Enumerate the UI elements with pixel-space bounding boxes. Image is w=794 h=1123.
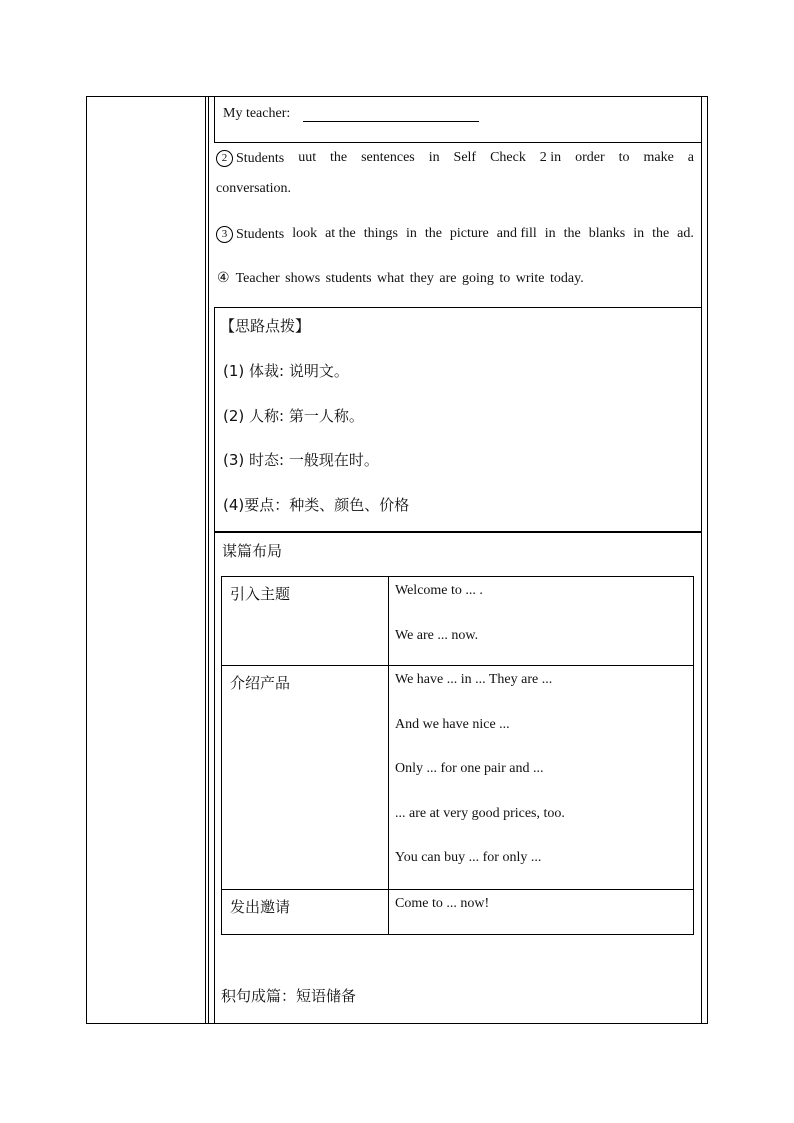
tip-item: (4)要点：种类、颜色、价格: [223, 496, 410, 514]
teacher-box: [214, 96, 702, 143]
tip-item: (2) 人称: 第一人称。: [223, 407, 364, 425]
row-content: [389, 666, 694, 890]
plan-table: [221, 576, 694, 935]
column-divider: [208, 97, 209, 1023]
row-label: 引入主题: [222, 577, 389, 666]
row-label: 介绍产品: [222, 666, 389, 890]
circled-number: 2: [216, 150, 233, 167]
bottom-section-title: 积句成篇：短语储备: [221, 987, 357, 1005]
tips-box: [214, 307, 702, 533]
table-row: [222, 890, 694, 935]
row-content: [389, 890, 694, 935]
column-divider: [205, 97, 206, 1023]
content-line: Only ... for one pair and ...: [395, 761, 544, 776]
table-row: [222, 577, 694, 666]
tips-title: 【思路点拨】: [220, 317, 311, 335]
plan-title: 谋篇布局: [222, 542, 283, 560]
content-line: ... are at very good prices, too.: [395, 805, 565, 821]
circled-number: 3: [216, 226, 233, 243]
tip-item: (3) 时态: 一般现在时。: [223, 451, 379, 469]
teacher-blank-line[interactable]: [303, 121, 479, 122]
content-line: We have ... in ... They are ...: [395, 672, 553, 687]
content-line: Come to ... now!: [395, 896, 490, 911]
table-row: [222, 666, 694, 890]
row-content: [389, 577, 694, 666]
content-line: We are ... now.: [395, 627, 479, 643]
content-line: Welcome to ... .: [395, 583, 483, 598]
step-4-line: ④ Teacher shows students what they are going to write today.: [217, 271, 584, 286]
row-label: 发出邀请: [222, 890, 389, 935]
content-line: You can buy ... for only ...: [395, 850, 542, 865]
step-2-line2: conversation.: [216, 181, 292, 196]
tip-item: (1) 体裁: 说明文。: [223, 362, 349, 380]
step-3-line: 3 Students look at the things in the picture and fill in the blanks in the ad.: [216, 226, 694, 243]
step-2-line1: 2 Students uut the sentences in Self Check 2 in order to make a: [216, 150, 694, 167]
circled-number: ④: [217, 271, 230, 286]
teacher-label: My teacher:: [223, 106, 291, 121]
content-line: And we have nice ...: [395, 716, 510, 732]
